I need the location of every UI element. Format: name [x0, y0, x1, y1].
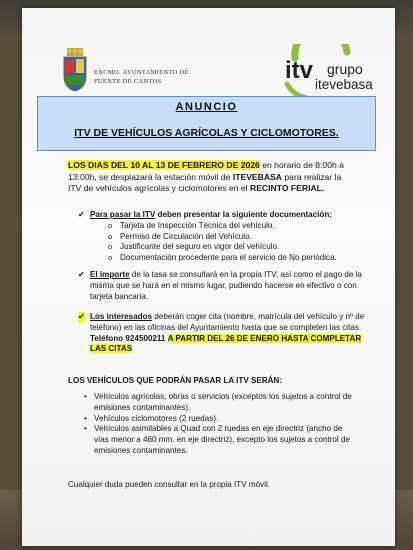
itv-logo-name: itevebasa [315, 77, 373, 92]
checkmark-icon: ✔ [78, 270, 85, 279]
list-item: o Justificante del seguro en vigor del vehículo. [120, 242, 366, 253]
itv-grupo-logo [277, 44, 382, 102]
notice-paper [22, 8, 395, 546]
list-item: • Vehículos ciclomotores (2 ruedas). [94, 414, 358, 425]
documents-list [90, 221, 366, 264]
list-item: o Tarjeta de Inspección Técnica del vehículo. [120, 221, 366, 232]
town-council-name [94, 68, 189, 86]
fee-text: de la tasa se consultará en la propia ITV, así como el pago de la misma que se hará en el mismo lugar, pudiendo hacerse en efectivo o con tarjeta bancaria. [90, 270, 362, 301]
town-line-1: EXCMO. AYUNTAMIENTO DE [94, 69, 189, 76]
documents-lead [90, 210, 366, 221]
vehicles-heading: LOS VEHÍCULOS QUE PODRÁN PASAR LA ITV SERÁN: [68, 376, 283, 385]
town-crest-icon [62, 48, 88, 92]
itv-logo-text: itv [285, 57, 314, 84]
intro-company: ITEVEBASA [232, 171, 283, 182]
appointment-lead-underlined: Los interesados [90, 312, 153, 321]
town-line-2: FUENTE DE CANTOS [94, 78, 162, 85]
list-item: o Permiso de Circulación del Vehículo. [120, 232, 366, 243]
footer-note: Cualquier duda pueden consultar en la propia ITV móvil. [68, 480, 271, 489]
intro-dates: LOS DIAS DEL 10 AL 13 DE FEBRERO DE 2026 [68, 160, 260, 170]
appointment-phone: Teléfono 924500211 [90, 333, 166, 343]
appointment-text: deberán coger cita (nombre, matrícula del vehículo y nº de teléfono) en las oficinas del Ayuntamiento hasta que se completen las citas. [90, 312, 365, 332]
documents-lead-rest: deben presentar la siguiente documentación: [155, 210, 333, 219]
list-item: o Documentación procedente para el servicio de No periódica. [120, 253, 366, 264]
list-item: • Vehículos agrícolas, obras o servicios (exceptos los sujetos a control de emisiones contaminantes). [94, 392, 358, 414]
vehicles-list [68, 392, 358, 457]
appointment-highlight: A PARTIR DEL 26 DE ENERO HASTA COMPLETAR LAS CITAS [90, 333, 362, 354]
intro-paragraph [68, 160, 350, 195]
checkmark-icon: ✔ [78, 210, 85, 219]
fee-section [78, 270, 366, 302]
documents-section [78, 210, 366, 264]
vehicles-section [68, 392, 358, 457]
fee-lead-underlined: El importe [90, 270, 130, 279]
documents-lead-underlined: Para pasar la ITV [90, 210, 156, 219]
intro-text-2: para realizar la ITV de vehículos agrícolas y ciclomotores en el [68, 171, 342, 194]
list-item: • Vehículos asimilables a Quad con 2 ruedas en eje directriz (ancho de vías menor a 460 mm. en eje directriz), excepto los sujetos a control de emisiones contaminantes. [94, 424, 358, 456]
banner-title: ANUNCIO [175, 101, 238, 113]
itv-logo-grupo: grupo [327, 61, 363, 77]
intro-place: RECINTO FERIAL. [249, 183, 325, 194]
announcement-banner [37, 96, 376, 151]
banner-subtitle: ITV DE VEHÍCULOS AGRÍCOLAS Y CICLOMOTORES. [74, 127, 339, 139]
appointment-section [78, 312, 366, 355]
checkmark-icon: ✔ [78, 312, 85, 321]
intro-text-1: en horario de 8:00h a 13:00h, se desplazará la estación móvil de [68, 160, 344, 182]
